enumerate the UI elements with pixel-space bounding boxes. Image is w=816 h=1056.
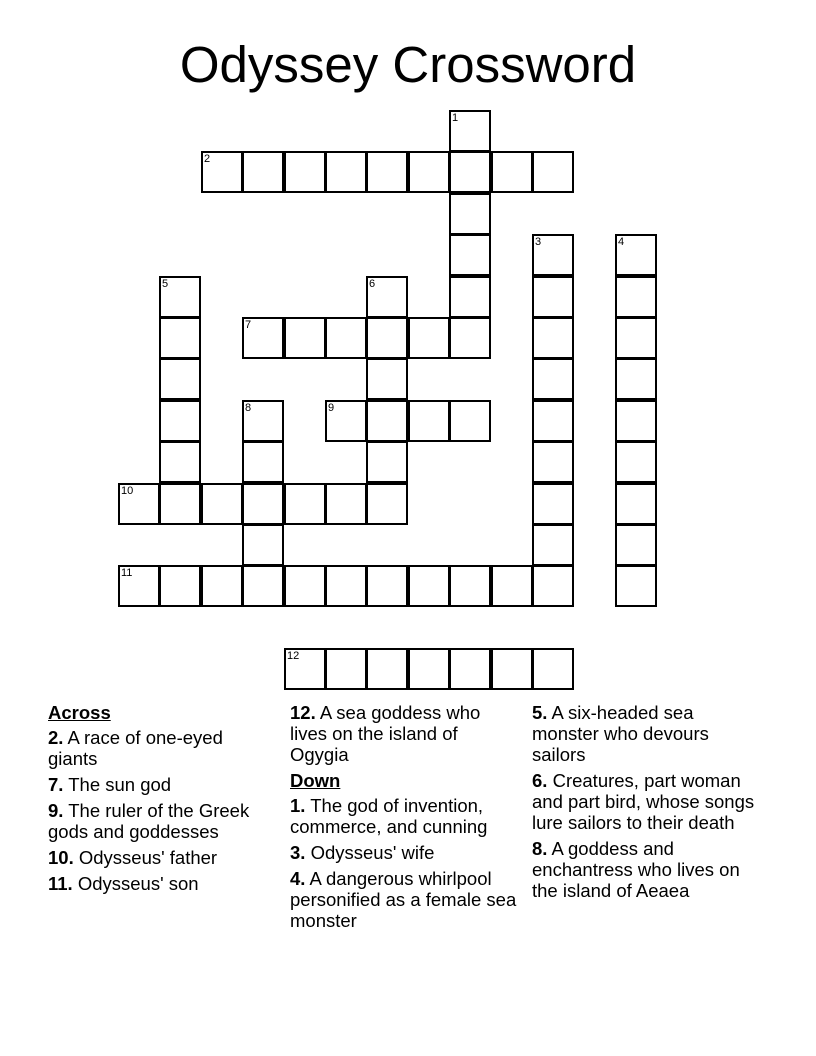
clue-label-number: 1. [290,795,306,816]
clue-label-number: 11. [48,873,73,894]
grid-cell[interactable] [408,151,450,193]
grid-cell[interactable] [491,151,533,193]
grid-cell[interactable] [366,276,408,318]
grid-cell[interactable] [366,400,408,442]
down-heading: Down [290,770,341,791]
grid-cell[interactable] [615,358,657,400]
clue-number: 6 [369,278,376,290]
clue-item [290,842,520,863]
clue-number: 10 [121,485,134,497]
clue-label-number: 5. [532,702,548,723]
grid-cell[interactable] [615,276,657,318]
grid-cell[interactable] [532,524,574,566]
clue-item [48,800,273,842]
clue-number: 7 [245,319,252,331]
clue-label-number: 6. [532,770,548,791]
grid-cell[interactable] [325,317,367,359]
grid-cell[interactable] [159,400,201,442]
grid-cell[interactable] [242,151,284,193]
grid-cell[interactable] [449,151,491,193]
clue-number: 4 [618,236,625,248]
grid-cell[interactable] [366,648,408,690]
grid-cell[interactable] [366,565,408,607]
clue-text: The god of invention, commerce, and cunning [290,795,488,837]
grid-cell[interactable] [449,317,491,359]
grid-cell[interactable] [449,648,491,690]
grid-cell[interactable] [284,565,326,607]
grid-cell[interactable] [491,648,533,690]
grid-cell[interactable] [366,441,408,483]
grid-cell[interactable] [615,234,657,276]
grid-cell[interactable] [201,483,243,525]
grid-cell[interactable] [159,276,201,318]
grid-cell[interactable] [615,400,657,442]
clue-text: A sea goddess who lives on the island of Ogygia [290,702,481,765]
clue-item [48,727,273,769]
grid-cell[interactable] [532,234,574,276]
grid-cell[interactable] [532,441,574,483]
clue-text: The sun god [63,774,172,795]
grid-cell[interactable] [159,317,201,359]
clue-item [532,770,762,833]
grid-cell[interactable] [408,400,450,442]
grid-cell[interactable] [159,565,201,607]
grid-cell[interactable] [325,648,367,690]
grid-cell[interactable] [449,276,491,318]
grid-cell[interactable] [532,317,574,359]
grid-cell[interactable] [242,483,284,525]
clue-label-number: 7. [48,774,64,795]
clue-text: Odysseus' son [72,873,199,894]
clue-number: 9 [328,402,335,414]
clue-label-number: 3. [290,842,306,863]
clue-label-number: 10. [48,847,74,868]
grid-cell[interactable] [366,151,408,193]
grid-cell[interactable] [615,441,657,483]
grid-cell[interactable] [366,358,408,400]
clue-text: A race of one-eyed giants [48,727,223,769]
clue-number: 5 [162,278,169,290]
grid-cell[interactable] [532,648,574,690]
grid-cell[interactable] [242,317,284,359]
across-heading: Across [48,702,111,723]
clue-number: 2 [204,153,211,165]
grid-cell[interactable] [284,648,326,690]
clues-column-2 [290,702,520,936]
grid-cell[interactable] [615,524,657,566]
grid-cell[interactable] [159,441,201,483]
clue-text: Odysseus' father [73,847,218,868]
clue-label-number: 4. [290,868,306,889]
grid-cell[interactable] [615,483,657,525]
grid-cell[interactable] [325,565,367,607]
clue-item [290,868,520,931]
grid-cell[interactable] [325,151,367,193]
grid-cell[interactable] [242,524,284,566]
grid-cell[interactable] [201,151,243,193]
grid-cell[interactable] [242,400,284,442]
clue-number: 11 [121,567,133,579]
grid-cell[interactable] [449,565,491,607]
grid-cell[interactable] [449,110,491,152]
grid-cell[interactable] [408,648,450,690]
grid-cell[interactable] [159,483,201,525]
grid-cell[interactable] [449,400,491,442]
grid-cell[interactable] [325,483,367,525]
grid-cell[interactable] [532,565,574,607]
clue-item [48,774,273,795]
grid-cell[interactable] [449,234,491,276]
grid-cell[interactable] [284,151,326,193]
grid-cell[interactable] [532,276,574,318]
grid-cell[interactable] [366,317,408,359]
grid-cell[interactable] [159,358,201,400]
grid-cell[interactable] [615,317,657,359]
clue-item [532,702,762,765]
clue-number: 3 [535,236,542,248]
clue-number: 1 [452,112,459,124]
clue-text: A six-headed sea monster who devours sailors [532,702,709,765]
clue-text: A goddess and enchantress who lives on the island of Aeaea [532,838,740,901]
clues-column-3 [532,702,762,906]
grid-cell[interactable] [284,317,326,359]
clue-text: Odysseus' wife [305,842,435,863]
grid-cell[interactable] [284,483,326,525]
clue-text: The ruler of the Greek gods and goddesses [48,800,250,842]
grid-cell[interactable] [615,565,657,607]
grid-cell[interactable] [532,358,574,400]
grid-cell[interactable] [325,400,367,442]
clue-item [290,795,520,837]
clues-column-1 [48,702,273,899]
grid-cell[interactable] [366,483,408,525]
grid-cell[interactable] [118,565,160,607]
grid-cell[interactable] [532,400,574,442]
clue-text: A dangerous whirlpool personified as a female sea monster [290,868,517,931]
clue-label-number: 9. [48,800,64,821]
grid-cell[interactable] [532,483,574,525]
clue-item [48,873,273,894]
grid-cell[interactable] [408,565,450,607]
clue-label-number: 12. [290,702,316,723]
grid-cell[interactable] [242,565,284,607]
grid-cell[interactable] [118,483,160,525]
page-title: Odyssey Crossword [179,36,637,93]
clue-number: 8 [245,402,252,414]
clue-number: 12 [287,650,300,662]
clue-item [48,847,273,868]
grid-cell[interactable] [449,193,491,235]
clue-text: Creatures, part woman and part bird, whose songs lure sailors to their death [532,770,755,833]
clue-item [532,838,762,901]
grid-cell[interactable] [491,565,533,607]
grid-cell[interactable] [201,565,243,607]
grid-cell[interactable] [242,441,284,483]
grid-cell[interactable] [408,317,450,359]
clue-label-number: 8. [532,838,548,859]
grid-cell[interactable] [532,151,574,193]
clue-label-number: 2. [48,727,64,748]
clue-item [290,702,520,765]
